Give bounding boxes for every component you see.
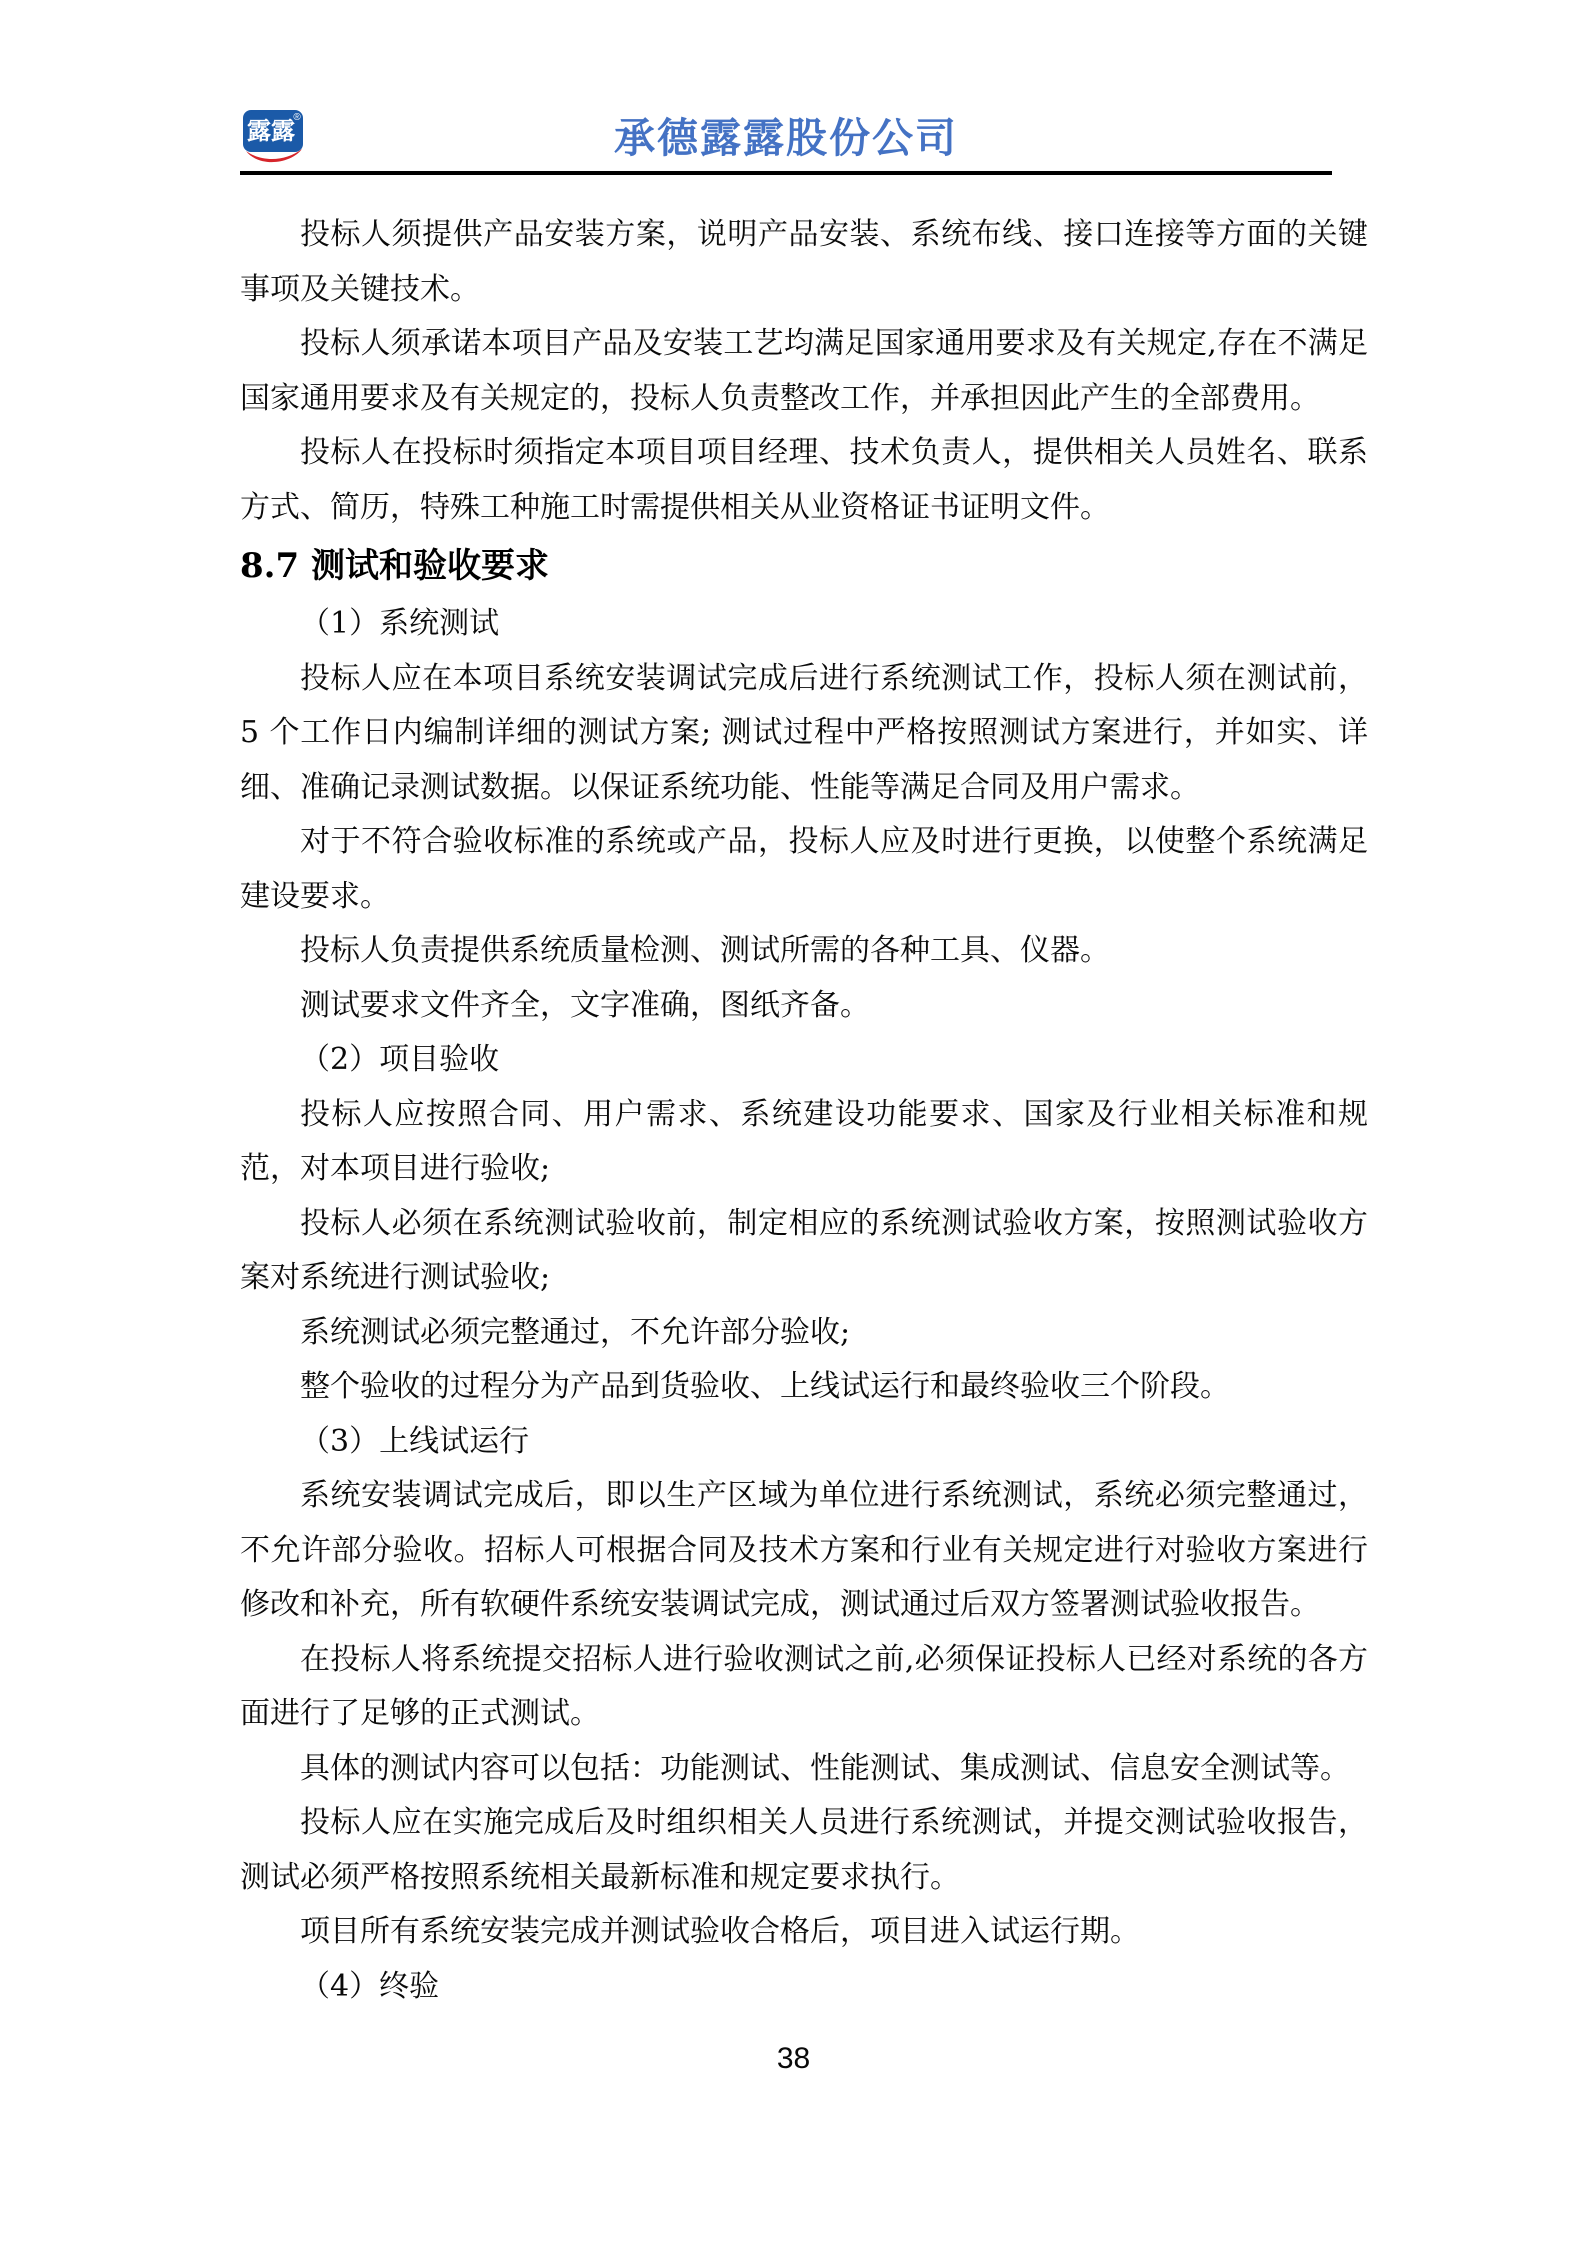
paragraph: 项目所有系统安装完成并测试验收合格后，项目进入试运行期。 bbox=[300, 1914, 1140, 1949]
paragraph: 投标人应按照合同、用户需求、系统建设功能要求、国家及行业相关标准和规范，对本项目进行验收; bbox=[240, 1096, 1368, 1186]
paragraph: 具体的测试内容可以包括：功能测试、性能测试、集成测试、信息安全测试等。 bbox=[300, 1750, 1350, 1786]
paragraph: 投标人在投标时须指定本项目项目经理、技术负责人，提供相关人员姓名、联系方式、简历，特殊工种施工时需提供相关从业资格证书证明文件。 bbox=[240, 435, 1368, 525]
paragraph: 系统测试必须完整通过，不允许部分验收; bbox=[300, 1314, 851, 1350]
list-item: （4）终验 bbox=[300, 1968, 440, 2004]
page-number: 38 bbox=[776, 2042, 811, 2075]
list-item: （2）项目验收 bbox=[300, 1042, 500, 1077]
logo-text: 露露 bbox=[247, 116, 295, 145]
paragraph: 整个验收的过程分为产品到货验收、上线试运行和最终验收三个阶段。 bbox=[300, 1369, 1230, 1404]
document-content bbox=[240, 208, 1368, 2014]
company-name: 承德露露股份公司 bbox=[614, 115, 958, 161]
section-heading: 8.7 测试和验收要求 bbox=[240, 546, 549, 586]
paragraph: 测试要求文件齐全，文字准确，图纸齐备。 bbox=[300, 987, 870, 1023]
paragraph: 投标人须提供产品安装方案，说明产品安装、系统布线、接口连接等方面的关键事项及关键技术。 bbox=[240, 217, 1368, 307]
paragraph: 对于不符合验收标准的系统或产品，投标人应及时进行更换，以使整个系统满足建设要求。 bbox=[240, 824, 1368, 914]
paragraph: 在投标人将系统提交招标人进行验收测试之前,必须保证投标人已经对系统的各方面进行了足够的正式测试。 bbox=[240, 1641, 1368, 1731]
paragraph: 投标人必须在系统测试验收前，制定相应的系统测试验收方案，按照测试验收方案对系统进行测试验收; bbox=[240, 1205, 1368, 1295]
list-item: （1）系统测试 bbox=[300, 606, 500, 641]
paragraph: 系统安装调试完成后，即以生产区域为单位进行系统测试，系统必须完整通过，不允许部分验收。招标人可根据合同及技术方案和行业有关规定进行对验收方案进行修改和补充，所有软硬件系统安装调试完成，测试通过后双方签署测试验收报告。 bbox=[240, 1478, 1368, 1622]
paragraph: 投标人应在本项目系统安装调试完成后进行系统测试工作，投标人须在测试前，5 个工作日内编制详细的测试方案; 测试过程中严格按照测试方案进行，并如实、详细、准确记录测试数据。以保证系统功能、性能等满足合同及用户需求。 bbox=[240, 660, 1368, 805]
logo-registered-mark: ® bbox=[293, 112, 301, 123]
paragraph: 投标人应在实施完成后及时组织相关人员进行系统测试，并提交测试验收报告，测试必须严格按照系统相关最新标准和规定要求执行。 bbox=[240, 1805, 1368, 1895]
paragraph: 投标人负责提供系统质量检测、测试所需的各种工具、仪器。 bbox=[300, 933, 1110, 968]
paragraph: 投标人须承诺本项目产品及安装工艺均满足国家通用要求及有关规定,存在不满足国家通用要求及有关规定的，投标人负责整改工作，并承担因此产生的全部费用。 bbox=[240, 326, 1368, 416]
list-item: （3）上线试运行 bbox=[300, 1423, 530, 1459]
header-divider bbox=[240, 171, 1332, 175]
